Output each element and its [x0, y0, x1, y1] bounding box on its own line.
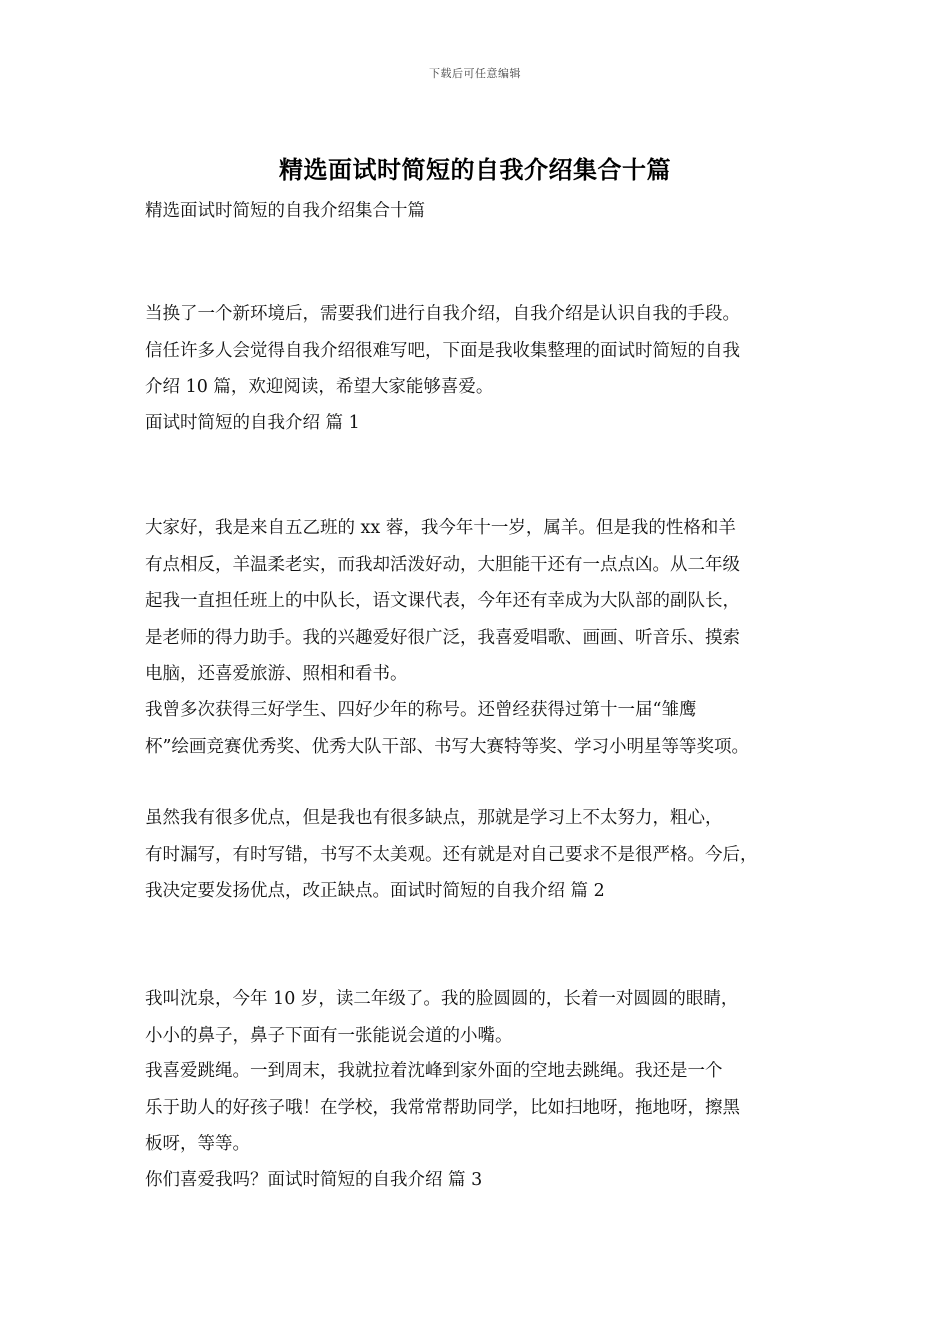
paragraph-line: 你们喜爱我吗？面试时简短的自我介绍 篇 3 — [145, 1170, 483, 1190]
paragraph-5 — [145, 1053, 835, 1163]
paragraph-line: 起我一直担任班上的中队长，语文课代表，今年还有幸成为大队部的副队长， — [145, 591, 740, 611]
paragraph-1 — [145, 510, 835, 693]
page-header-note: 下载后可任意编辑 — [429, 67, 521, 80]
paragraph-3 — [145, 800, 835, 910]
section-heading-line: 面试时简短的自我介绍 篇 1 — [145, 413, 360, 433]
paragraph-line: 杯”绘画竞赛优秀奖、优秀大队干部、书写大赛特等奖、学习小明星等等奖项。 — [145, 736, 749, 757]
section-1-heading — [145, 405, 835, 442]
paragraph-line: 我曾多次获得三好学生、四好少年的称号。还曾经获得过第十一届“雏鹰 — [145, 700, 697, 720]
document-title: 精选面试时简短的自我介绍集合十篇 — [279, 155, 671, 184]
paragraph-line: 当换了一个新环境后，需要我们进行自我介绍，自我介绍是认识自我的手段。 — [145, 304, 740, 324]
paragraph-line: 板呀，等等。 — [145, 1134, 250, 1154]
paragraph-line: 介绍 10 篇，欢迎阅读，希望大家能够喜爱。 — [145, 377, 494, 397]
subtitle-line: 精选面试时简短的自我介绍集合十篇 — [145, 201, 425, 221]
paragraph-line: 信任许多人会觉得自我介绍很难写吧，下面是我收集整理的面试时简短的自我 — [145, 340, 740, 361]
paragraph-line: 小小的鼻子，鼻子下面有一张能说会道的小嘴。 — [145, 1025, 513, 1046]
paragraph-2 — [145, 692, 835, 765]
paragraph-line: 有时漏写，有时写错，书写不太美观。还有就是对自己要求不是很严格。今后， — [145, 844, 758, 865]
intro-paragraph — [145, 296, 835, 406]
paragraph-line: 我叫沈泉，今年 10 岁，读二年级了。我的脸圆圆的，长着一对圆圆的眼睛， — [145, 989, 739, 1009]
paragraph-6 — [145, 1162, 835, 1199]
paragraph-line: 有点相反，羊温柔老实，而我却活泼好动，大胆能干还有一点点凶。从二年级 — [145, 554, 740, 575]
document-subtitle — [145, 193, 835, 230]
paragraph-line: 我决定要发扬优点，改正缺点。面试时简短的自我介绍 篇 2 — [145, 881, 605, 901]
paragraph-line: 我喜爱跳绳。一到周末，我就拉着沈峰到家外面的空地去跳绳。我还是一个 — [145, 1061, 723, 1081]
paragraph-line: 乐于助人的好孩子哦！在学校，我常常帮助同学，比如扫地呀，拖地呀，擦黑 — [145, 1097, 740, 1118]
paragraph-line: 电脑，还喜爱旅游、照相和看书。 — [145, 664, 408, 684]
paragraph-line: 是老师的得力助手。我的兴趣爱好很广泛，我喜爱唱歌、画画、听音乐、摸索 — [145, 627, 740, 648]
paragraph-4 — [145, 981, 835, 1054]
paragraph-line: 虽然我有很多优点，但是我也有很多缺点，那就是学习上不太努力，粗心， — [145, 808, 723, 828]
paragraph-line: 大家好，我是来自五乙班的 xx 蓉，我今年十一岁，属羊。但是我的性格和羊 — [145, 518, 736, 538]
